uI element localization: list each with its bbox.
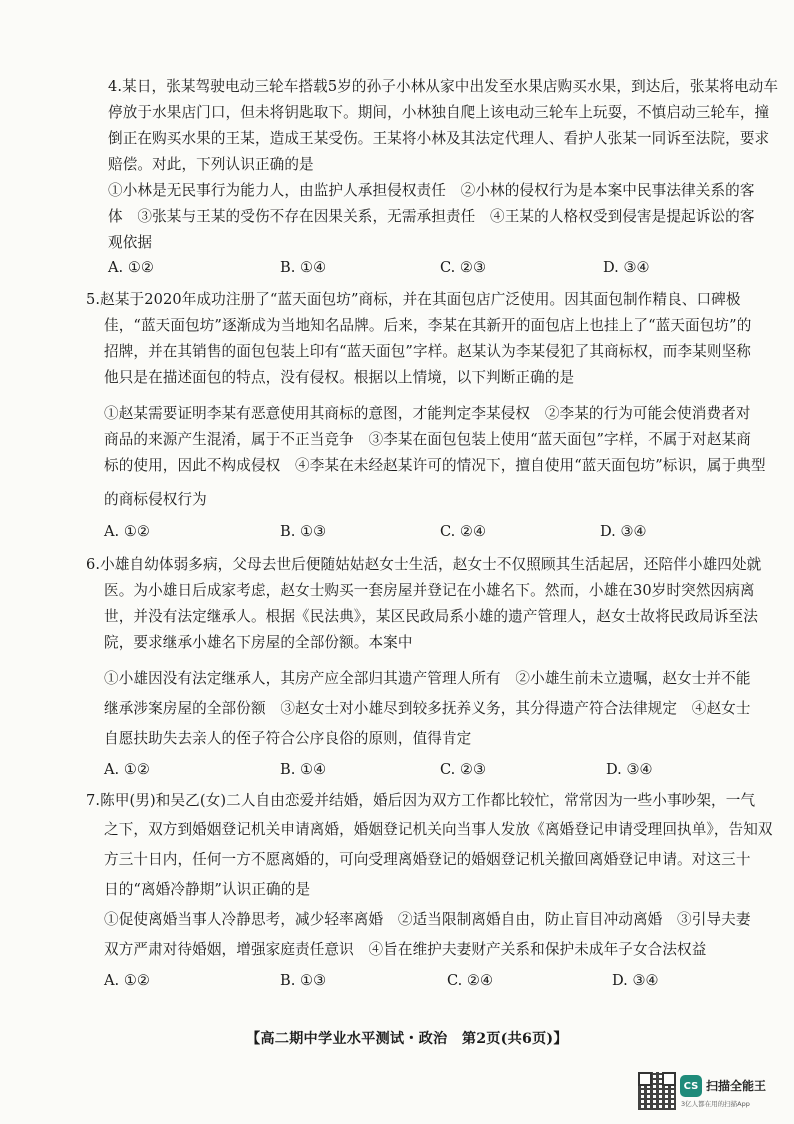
question-line: 停放于水果店门口，但未将钥匙取下。期间，小林独自爬上该电动三轮车上玩耍，不慎启动三轮车，撞 [108, 104, 770, 121]
question-line: 4.某日，张某驾驶电动三轮车搭载5岁的孙子小林从家中出发至水果店购买水果，到达后，张某将电动车 [108, 78, 779, 95]
question-line: 7.陈甲(男)和吴乙(女)二人自由恋爱并结婚，婚后因为双方工作都比较忙，常常因为一些小事吵架，一气 [86, 792, 756, 809]
statement-line: ①促使离婚当事人冷静思考，减少轻率离婚 ②适当限制离婚自由，防止盲目冲动离婚 ③引导夫妻 [104, 911, 751, 928]
statement-line: 自愿扶助失去亲人的侄子符合公序良俗的原则，值得肯定 [104, 730, 472, 747]
option-b: B. ①③ [280, 972, 327, 989]
statement-line: ①赵某需要证明李某有恶意使用其商标的意图，才能判定李某侵权 ②李某的行为可能会使消费者对 [104, 405, 751, 422]
option-b: B. ①④ [280, 259, 327, 276]
question-line: 方三十日内，任何一方不愿离婚的，可向受理离婚登记的婚姻登记机关撤回离婚登记申请。对这三十 [104, 851, 751, 868]
question-line: 招牌，并在其销售的面包包装上印有“蓝天面包”字样。赵某认为李某侵犯了其商标权，而李某则坚称 [104, 343, 751, 360]
option-c: C. ②④ [440, 523, 487, 540]
option-a: A. ①② [108, 259, 154, 276]
option-a: A. ①② [104, 972, 150, 989]
answer-options [0, 522, 794, 544]
option-c: C. ②③ [440, 761, 487, 778]
statement-line: ①小雄因没有法定继承人，其房产应全部归其遗产管理人所有 ②小雄生前未立遗嘱，赵女士并不能 [104, 670, 751, 687]
statement-line: ①小林是无民事行为能力人，由监护人承担侵权责任 ②小林的侵权行为是本案中民事法律关系的客 [108, 182, 755, 199]
option-d: D. ③④ [603, 259, 650, 276]
question-line: 医。为小雄日后成家考虑，赵女士购买一套房屋并登记在小雄名下。然而，小雄在30岁时突然因病离 [104, 582, 755, 599]
option-d: D. ③④ [606, 761, 653, 778]
question-line: 院，要求继承小雄名下房屋的全部份额。本案中 [104, 634, 413, 651]
question-line: 6.小雄自幼体弱多病，父母去世后便随姑姑赵女士生活，赵女士不仅照顾其生活起居，还陪伴小雄四处就 [86, 556, 762, 573]
qr-code-icon [638, 1072, 676, 1110]
question-line: 佳，“蓝天面包坊”逐渐成为当地知名品牌。后来，李某在其新开的面包店上也挂上了“蓝天面包坊”的 [104, 317, 752, 334]
scanner-app-title: 扫描全能王 [706, 1079, 767, 1093]
statement-line: 双方严肃对待婚姻，增强家庭责任意识 ④旨在维护夫妻财产关系和保护未成年子女合法权益 [104, 941, 707, 958]
statement-line: 的商标侵权行为 [104, 491, 207, 508]
option-a: A. ①② [104, 523, 150, 540]
question-line: 倒正在购买水果的王某，造成王某受伤。王某将小林及其法定代理人、看护人张某一同诉至法院，要求 [108, 130, 770, 147]
answer-options [0, 760, 794, 782]
answer-options [0, 258, 794, 280]
scanner-app-subtitle: 3亿人都在用的扫描App [681, 1100, 750, 1108]
option-b: B. ①④ [280, 761, 327, 778]
page-footer: 【高二期中学业水平测试・政治 第2页(共6页)】 [246, 1031, 568, 1047]
question-line: 世，并没有法定继承人。根据《民法典》，某区民政局系小雄的遗产管理人，赵女士故将民政局诉至法 [104, 608, 758, 625]
camscanner-logo-icon: CS [680, 1075, 702, 1097]
statement-line: 标的使用，因此不构成侵权 ④李某在未经赵某许可的情况下，擅自使用“蓝天面包坊”标识，属于典型 [104, 457, 766, 474]
option-d: D. ③④ [600, 523, 647, 540]
option-c: C. ②④ [447, 972, 494, 989]
option-d: D. ③④ [612, 972, 659, 989]
option-a: A. ①② [104, 761, 150, 778]
question-line: 5.赵某于2020年成功注册了“蓝天面包坊”商标，并在其面包店广泛使用。因其面包制作精良、口碑极 [86, 291, 741, 308]
question-line: 他只是在描述面包的特点，没有侵权。根据以上情境，以下判断正确的是 [104, 369, 575, 386]
statement-line: 体 ③张某与王某的受伤不存在因果关系，无需承担责任 ④王某的人格权受到侵害是提起诉讼的客 [108, 208, 755, 225]
question-line: 赔偿。对此，下列认识正确的是 [108, 156, 314, 173]
option-b: B. ①③ [280, 523, 327, 540]
option-c: C. ②③ [440, 259, 487, 276]
statement-line: 继承涉案房屋的全部份额 ③赵女士对小雄尽到较多抚养义务，其分得遗产符合法律规定 ④赵女士 [104, 700, 751, 717]
statement-line: 商品的来源产生混淆，属于不正当竞争 ③李某在面包包装上使用“蓝天面包”字样，不属于对赵某商 [104, 431, 751, 448]
answer-options [0, 971, 794, 993]
question-line: 日的“离婚冷静期”认识正确的是 [104, 881, 311, 898]
statement-line: 观依据 [108, 234, 153, 251]
question-line: 之下，双方到婚姻登记机关申请离婚，婚姻登记机关向当事人发放《离婚登记申请受理回执单》，告知双 [104, 821, 773, 838]
